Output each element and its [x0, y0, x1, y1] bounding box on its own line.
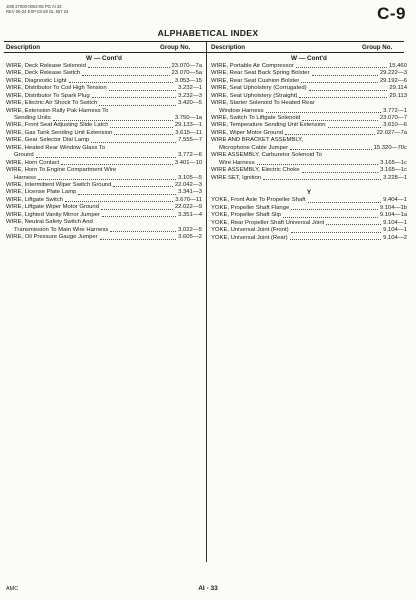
dot-leader [78, 194, 176, 195]
index-entry [211, 78, 407, 85]
index-entry [211, 108, 407, 115]
entry-description: Wire Harness [219, 159, 255, 166]
index-entry [211, 115, 407, 122]
index-entry [6, 115, 202, 122]
index-entry [6, 93, 202, 100]
index-entry [6, 152, 202, 159]
index-entry [6, 189, 202, 196]
entry-group-number: 3.228—1 [383, 174, 407, 181]
entry-group-number: 9.104—1 [383, 219, 407, 226]
index-entry [211, 137, 407, 144]
entry-description: WIRE, Oil Pressure Gauge Jumper [6, 234, 98, 241]
section-heading-y: Y [306, 189, 312, 197]
entry-group-number: 3.232—1 [178, 85, 202, 92]
dot-leader [257, 164, 378, 165]
index-entry [6, 212, 202, 219]
index-entry [6, 227, 202, 234]
index-entry [211, 63, 407, 70]
entry-description: WIRE, Gas Tank Sending Unit Extension [6, 129, 113, 136]
dot-leader [326, 224, 381, 225]
entry-description: WIRE, Wiper Motor Ground [211, 129, 284, 136]
entry-description: WIRE, Neutral Safety Switch And [6, 219, 93, 226]
entry-description: WIRE, Distributor To Spark Plug [6, 92, 90, 99]
index-entry [6, 197, 202, 204]
entry-description: WIRE, Switch To Liftgate Solenoid [211, 115, 301, 122]
dot-leader [291, 209, 378, 210]
index-entry [211, 160, 407, 167]
index-entry [211, 205, 407, 212]
entry-description: WIRE, Rear Seat Cushion Bolster [211, 77, 300, 84]
dot-leader [266, 112, 382, 113]
left-description-header: Description [6, 44, 41, 51]
entry-group-number: 23.070—7a [171, 62, 202, 69]
entry-description: Window Harness [219, 107, 264, 114]
index-entry [211, 235, 407, 242]
dot-leader [110, 127, 172, 128]
dot-leader [309, 90, 388, 91]
entry-group-number: 29.192—6 [379, 77, 407, 84]
entry-description: WIRE, License Plate Lamp [6, 189, 77, 196]
index-entry [6, 182, 202, 189]
index-entry [211, 220, 407, 227]
index-entry [211, 100, 407, 107]
footer-page-number: AI - 33 [198, 585, 218, 592]
left-group-header: Group No. [160, 44, 191, 51]
dot-leader [82, 75, 169, 76]
dot-leader [53, 120, 173, 121]
dot-leader [114, 134, 173, 135]
left-column [6, 55, 202, 242]
entry-group-number: 3.610—6 [383, 122, 407, 129]
dot-leader [296, 67, 387, 68]
index-entry [211, 175, 407, 182]
entry-description: WIRE, Front Seat Adjusting Slide Latch [6, 122, 109, 129]
entry-description: WIRE, Horn To Engine Compartment Wire [6, 167, 117, 174]
entry-group-number: 3.772—6 [178, 152, 202, 159]
index-entry [211, 85, 407, 92]
entry-group-number: 29.222—3 [379, 70, 407, 77]
entry-description: Microphone Cable Jumper [219, 144, 289, 151]
entry-group-number: 9.104—1b [379, 204, 407, 211]
index-entry [6, 160, 202, 167]
dot-leader [299, 97, 387, 98]
dot-leader [312, 75, 378, 76]
dot-leader [38, 179, 176, 180]
dot-leader [302, 120, 378, 121]
index-entry [6, 219, 202, 226]
entry-description: WIRE, Diagnostic Light [6, 77, 67, 84]
entry-description: Harness [14, 174, 36, 181]
index-entry [6, 137, 202, 144]
dot-leader [285, 134, 375, 135]
index-entry [6, 167, 202, 174]
job-line-1: JOB 27000-0052-05 PG AI 33 [6, 4, 62, 9]
section-heading-w: W — Cont'd [291, 55, 327, 62]
header-rule-bottom [4, 52, 404, 53]
dot-leader [88, 67, 170, 68]
entry-description: WIRE, Starter Solenoid To Heated Rear [211, 100, 315, 107]
index-entry [211, 145, 407, 152]
section-heading-w: W — Cont'd [86, 55, 122, 62]
entry-group-number: 29.133—1 [174, 122, 202, 129]
index-entry [6, 123, 202, 130]
column-separator [206, 42, 207, 562]
index-entry [6, 70, 202, 77]
entry-group-number: 3.022—5 [178, 226, 202, 233]
dot-leader [101, 209, 173, 210]
page-title: ALPHABETICAL INDEX [157, 28, 259, 38]
right-entry-list-y [211, 197, 407, 242]
index-entry [6, 108, 202, 115]
entry-description: WIRE, Distributor To Coil High Tension [6, 85, 107, 92]
right-entry-list [211, 63, 407, 182]
index-entry [211, 227, 407, 234]
entry-group-number: 3.232—3 [178, 92, 202, 99]
entry-description: WIRE AND BRACKET ASSEMBLY, [211, 137, 303, 144]
dot-leader [290, 149, 372, 150]
index-entry [6, 234, 202, 241]
dot-leader [92, 97, 176, 98]
dot-leader [109, 90, 176, 91]
entry-group-number: 3.605—2 [178, 234, 202, 241]
job-line-2: REV 06-24 EXP 03-28 GL 557 24 [6, 9, 69, 14]
section-gap [211, 182, 407, 189]
entry-group-number: 29.114 [389, 85, 407, 92]
index-entry [6, 63, 202, 70]
entry-group-number: 15.320—70c [373, 144, 407, 151]
entry-description: WIRE, Seat Upholstery (Corrugated) [211, 85, 307, 92]
dot-leader [110, 231, 176, 232]
entry-group-number: 3.341—3 [178, 189, 202, 196]
left-entry-list [6, 63, 202, 242]
index-entry [211, 212, 407, 219]
entry-description: WIRE, Electric Air Shock To Switch [6, 100, 98, 107]
entry-group-number: 9.104—1 [383, 227, 407, 234]
entry-group-number: 7.555—7 [178, 137, 202, 144]
dot-leader [65, 201, 173, 202]
index-entry [6, 78, 202, 85]
entry-group-number: 22.027—7a [376, 129, 407, 136]
dot-leader [36, 157, 176, 158]
entry-group-number: 23.070—5a [171, 70, 202, 77]
entry-group-number: 3.401—10 [174, 159, 202, 166]
dot-leader [308, 202, 382, 203]
dot-leader [91, 142, 176, 143]
dot-leader [301, 82, 377, 83]
entry-description: Transmission To Main Wire Harness [14, 226, 109, 233]
entry-group-number: 3.750—1a [174, 115, 202, 122]
entry-description: YOKE, Rear Propeller Shaft Universal Joint [211, 219, 325, 226]
entry-group-number: 3.165—1c [380, 159, 407, 166]
right-column [211, 55, 407, 242]
entry-description: WIRE, Deck Release Solenoid [6, 62, 86, 69]
entry-group-number: 3.165—1c [380, 167, 407, 174]
dot-leader [290, 239, 381, 240]
entry-group-number: 29.113 [389, 92, 407, 99]
entry-group-number: 3.105—5 [178, 174, 202, 181]
entry-group-number: 9.104—1a [379, 212, 407, 219]
index-entry [6, 130, 202, 137]
dot-leader [263, 179, 381, 180]
dot-leader [69, 82, 173, 83]
entry-group-number: 3.420—5 [178, 100, 202, 107]
dot-leader [99, 105, 176, 106]
entry-description: WIRE, Gear Selector Dial Lamp [6, 137, 90, 144]
entry-description: YOKE, Front Axle To Propeller Shaft [211, 197, 306, 204]
entry-description: YOKE, Universal Joint (Rear) [211, 234, 288, 241]
entry-group-number: 15.460 [388, 62, 407, 69]
entry-description: WIRE, Extension Rally Pak Harness To [6, 107, 109, 114]
dot-leader [283, 217, 378, 218]
entry-description: WIRE, Rear Seat Back Spring Bolster [211, 70, 310, 77]
entry-description: YOKE, Universal Joint (Front) [211, 227, 289, 234]
entry-group-number: 23.070—7 [379, 115, 407, 122]
entry-group-number: 3.615—11 [175, 129, 202, 136]
entry-description: WIRE, Lighted Vanity Mirror Jumper [6, 211, 100, 218]
entry-description: Sending Units [14, 115, 51, 122]
entry-group-number: 3.772—1 [383, 107, 407, 114]
dot-leader [302, 172, 379, 173]
index-entry [6, 100, 202, 107]
index-entry [211, 123, 407, 130]
index-entry [211, 152, 407, 159]
entry-description: YOKE, Propeller Shaft Slip [211, 212, 282, 219]
index-entry [211, 70, 407, 77]
page-code: C-9 [377, 4, 406, 23]
entry-group-number: 22.022—9 [174, 204, 202, 211]
dot-leader [113, 186, 172, 187]
dot-leader [328, 127, 382, 128]
entry-description: WIRE, Temperature Sending Unit Extension [211, 122, 326, 129]
dot-leader [291, 232, 381, 233]
dot-leader [61, 164, 172, 165]
entry-description: WIRE ASSEMBLY, Electric Choke [211, 167, 300, 174]
header-rule-top [4, 41, 404, 42]
footer-brand: AMC [6, 586, 19, 592]
entry-description: WIRE, Liftgate Wiper Motor Ground [6, 204, 99, 211]
dot-leader [102, 216, 176, 217]
entry-group-number: 9.104—2 [383, 234, 407, 241]
entry-description: WIRE, Intermittent Wiper Switch Ground [6, 181, 112, 188]
entry-group-number: 3.351—4 [178, 211, 202, 218]
index-entry [6, 204, 202, 211]
right-group-header: Group No. [362, 44, 393, 51]
entry-group-number: 3.053—15 [174, 77, 202, 84]
index-entry [6, 175, 202, 182]
entry-description: WIRE, Horn Contact [6, 159, 60, 166]
entry-description: Ground [14, 152, 34, 159]
dot-leader [100, 239, 176, 240]
entry-description: WIRE SET, Ignition [211, 174, 262, 181]
right-description-header: Description [211, 44, 246, 51]
entry-description: WIRE, Portable Air Compressor [211, 62, 294, 69]
entry-description: WIRE, Liftgate Switch [6, 196, 63, 203]
index-entry [211, 197, 407, 204]
index-entry [6, 145, 202, 152]
index-entry [211, 167, 407, 174]
entry-group-number: 22.042—3 [174, 181, 202, 188]
entry-group-number: 3.670—11 [175, 196, 202, 203]
index-entry [211, 93, 407, 100]
entry-description: WIRE, Deck Release Switch [6, 70, 81, 77]
index-entry [211, 130, 407, 137]
entry-description: YOKE, Propeller Shaft Flange [211, 204, 290, 211]
entry-group-number: 9.404—1 [383, 197, 407, 204]
entry-description: WIRE, Heated Rear Window Glass To [6, 144, 106, 151]
entry-description: WIRE ASSEMBLY, Carburetor Solenoid To [211, 152, 322, 159]
index-entry [6, 85, 202, 92]
entry-description: WIRE, Seat Upholstery (Straight) [211, 92, 298, 99]
